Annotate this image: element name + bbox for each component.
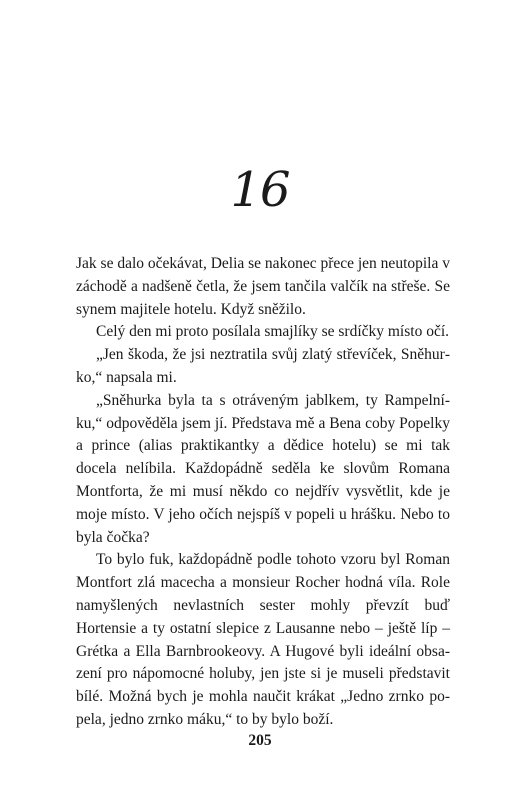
page-number: 205 — [248, 732, 272, 749]
paragraph: Jak se dalo očekávat, Delia se nakonec přece jen neutopila v záchodě a nadšeně četla, že jsem tančila valčík na střeše. Se synem majitele hotelu. Když sněžilo. — [76, 255, 450, 318]
paragraph: Celý den mi proto posílala smajlíky se srdíčky místo očí. — [96, 323, 450, 341]
paragraph: To bylo fuk, každopádně podle tohoto vzoru byl Roman Montfort zlá macecha a monsieur Rocher hodná víla. Role namyšlených nevlastních sester mohly převzít buď Hortensie a ty ostatní slepice z Lausanne nebo – ještě líp – Grétka a Ella Barnbrookeovy. A Hugové byli ideální obsazení pro nápomocné holuby, jen jste si je museli představit bílé. Možná bych je mohla naučit krákat „Jedno zrnko popela, jedno zrnko máku,“ to by bylo boží. — [76, 551, 450, 728]
chapter-number: 16 — [230, 162, 290, 218]
chapter-body — [76, 253, 450, 732]
paragraph: „Jen škoda, že jsi neztratila svůj zlatý střevíček, Sněhurko,“ napsala mi. — [76, 346, 450, 386]
paragraph: „Sněhurka byla ta s otráveným jablkem, ty Rampelníku,“ odpověděla jsem jí. Představa mě a Bena coby Popelky a prince (alias praktikantky a dědice hotelu) se mi tak docela nelíbila. Každopádně seděla ke slovům Romana Montforta, že mi musí někdo co nejdřív vysvětlit, kde je moje místo. V jeho očích nejspíš v popeli u hrášku. Nebo to byla čočka? — [76, 391, 450, 546]
